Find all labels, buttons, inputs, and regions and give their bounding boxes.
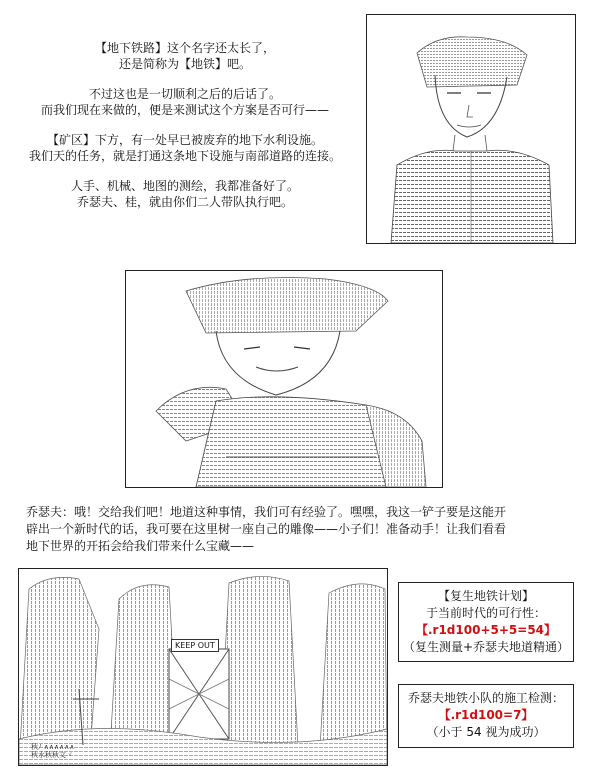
construction-check-box (398, 684, 574, 748)
character-art-middle (125, 270, 443, 488)
intro-line: 还是简称为【地铁】吧。 (118, 57, 251, 71)
intro-narration (0, 40, 370, 210)
plan-roll: 【.r1d100+5+5=54】 (415, 623, 557, 637)
intro-line: 【矿区】下方，有一处早已被废弃的地下水利设施。 (46, 133, 323, 147)
keep-out-sign: KEEP OUT (171, 639, 219, 652)
dialogue-line: 乔瑟夫：哦！交给我们吧！地道这种事情，我们可有经验了。嘿嘿，我这一铲子要是这能开 (26, 505, 507, 519)
dialogue-line: 辟出一个新时代的话，我可要在这里树一座自己的雕像——小子们！准备动手！让我们看看 (26, 522, 507, 536)
dialogue-line: 地下世界的开拓会给我们带来什么宝藏—— (26, 539, 255, 553)
intro-line: 乔瑟夫、桂，就由你们二人带队执行吧。 (76, 195, 293, 209)
ascii-art-ruins (19, 569, 387, 765)
ascii-art-portrait (367, 15, 575, 243)
plan-feasibility-box (398, 582, 574, 662)
intro-line: 【地下铁路】这个名字还太长了， (94, 41, 275, 55)
intro-line: 我们天的任务，就是打通这条地下设施与南部道路的连接。 (28, 149, 341, 163)
tunnel-scene-art (18, 568, 388, 766)
plan-subtitle: 于当前时代的可行性： (425, 606, 546, 620)
plan-note: （复生测量+乔瑟夫地道精通） (402, 640, 570, 654)
intro-line: 而我们现在来做的，便是来测试这个方案是否可行—— (40, 103, 329, 117)
plan-title: 【复生地铁计划】 (437, 589, 534, 603)
intro-line: 不过这也是一切顺利之后的后话了。 (88, 87, 281, 101)
check-note: （小于 54 视为成功） (426, 725, 546, 739)
check-title: 乔瑟夫地铁小队的施工检测： (407, 691, 564, 705)
intro-line: 人手、机械、地图的测绘，我都准备好了。 (70, 179, 299, 193)
ascii-art-joseph (126, 271, 442, 487)
corner-note-line: 秋ﾉ ∧∧∧∧∧∧ (31, 743, 75, 751)
scene-corner-note (31, 743, 74, 759)
check-roll: 【.r1d100=7】 (438, 708, 534, 722)
joseph-dialogue (26, 504, 506, 555)
character-art-top (366, 14, 576, 244)
corner-note-line: 秋水秋秋文ヾ (31, 751, 73, 759)
